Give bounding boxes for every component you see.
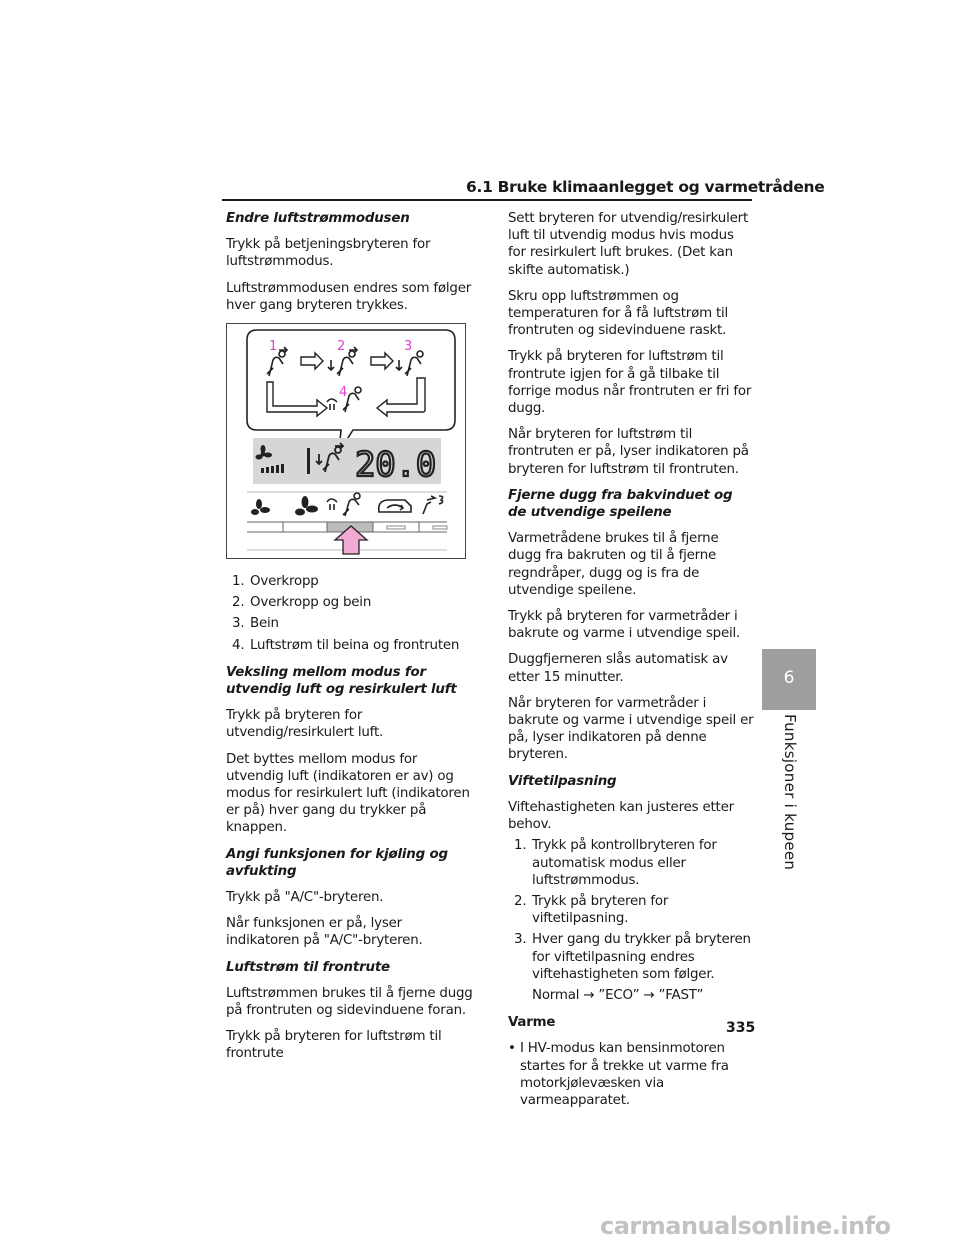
climate-panel-illustration	[227, 324, 467, 560]
paragraph: Trykk på betjeningsbryteren for luftstrømmodus.	[226, 237, 431, 270]
indicator-led	[433, 526, 447, 529]
mode-label-1: 1	[269, 339, 278, 355]
list-item: 3. Bein	[232, 616, 279, 632]
mode-label-2: 2	[337, 339, 346, 355]
temperature-readout: 20.0	[355, 445, 437, 486]
recirculation-icon	[379, 500, 411, 512]
indicator-led	[387, 526, 405, 529]
left-column	[226, 210, 476, 1072]
fan-speed-sequence: Normal → ”ECO” → ”FAST”	[532, 987, 704, 1003]
heading-ac: Angi funksjonen for kjøling og avfukting	[226, 846, 448, 879]
heading-heating: Varme	[508, 1015, 556, 1031]
list-item: 3. Hver gang du trykker på bryteren for viftetilpasning endres viftehastigheten som følger.	[514, 932, 751, 982]
chapter-number: 6	[783, 668, 795, 688]
paragraph: Sett bryteren for utvendig/resirkulert luft til utvendig modus hvis modus for resirkulert luft brukes. (Det kan skifte automatisk.)	[508, 211, 748, 278]
heading-airflow-mode: Endre luftstrømmodusen	[226, 211, 410, 226]
header-rule	[222, 199, 752, 201]
fan-up-icon	[295, 496, 318, 516]
paragraph: Trykk på "A/C"-bryteren.	[226, 890, 384, 906]
fan-down-icon	[251, 499, 270, 515]
heading-recirculation: Veksling mellom modus for utvendig luft og resirkulert luft	[226, 664, 457, 698]
chapter-label: Funksjoner i kupeen	[781, 714, 799, 871]
bullet-text: I HV-modus kan bensinmotoren startes for å trekke ut varme fra motorkjølevæsken via varmeapparatet.	[520, 1041, 729, 1108]
paragraph: Trykk på bryteren for luftstrøm til frontrute	[226, 1029, 442, 1062]
display-divider	[307, 448, 310, 474]
paragraph: Duggfjerneren slås automatisk av etter 15 minutter.	[508, 652, 728, 685]
paragraph: Skru opp luftstrømmen og temperaturen for å få luftstrøm til frontruten og sidevinduene raskt.	[508, 288, 729, 339]
heading-rear-defogger: Fjerne dugg fra bakvinduet og de utvendige speilene	[508, 487, 733, 521]
paragraph: Det byttes mellom modus for utvendig luft (indikatoren er av) og modus for resirkulert luft (indikatoren er på) hver gang du trykker på knappen.	[226, 751, 470, 836]
list-item: 4. Luftstrøm til beina og frontruten	[232, 637, 460, 653]
page-number: 335	[726, 1020, 756, 1036]
fan-steps-list	[508, 837, 754, 983]
mode-button-icon	[327, 493, 360, 516]
paragraph: Trykk på bryteren for luftstrøm til frontrute igjen for å gå tilbake til forrige modus når frontruten er fri for dugg.	[508, 349, 752, 417]
paragraph: Når bryteren for luftstrøm til frontruten er på, lyser indikatoren på bryteren for luftstrøm til frontruten.	[508, 427, 749, 477]
watermark: carmanualsonline.info	[600, 1212, 891, 1240]
right-column	[508, 210, 754, 1109]
mode-list	[226, 573, 476, 654]
list-item: 1. Overkropp	[232, 574, 319, 590]
paragraph: Viftehastigheten kan justeres etter behov.	[508, 799, 734, 833]
paragraph: Når funksjonen er på, lyser indikatoren på "A/C"-bryteren.	[226, 916, 423, 949]
bullet-item	[508, 1040, 754, 1109]
paragraph: Trykk på bryteren for varmetråder i bakrute og varme i utvendige speil.	[508, 609, 741, 642]
heading-fan-customize: Viftetilpasning	[508, 773, 617, 789]
section-header: 6.1 Bruke klimaanlegget og varmetrådene	[466, 178, 825, 196]
paragraph: Luftstrømmen brukes til å fjerne dugg på frontruten og sidevinduene foran.	[226, 985, 473, 1019]
paragraph: Når bryteren for varmetråder i bakrute og varme i utvendige speil er på, lyser indikatoren på denne bryteren.	[508, 695, 754, 763]
heading-windshield: Luftstrøm til frontrute	[226, 959, 390, 975]
bullet-mark: •	[508, 1041, 516, 1057]
paragraph: Luftstrømmodusen endres som følger hver gang bryteren trykkes.	[226, 280, 472, 313]
list-item: 1. Trykk på kontrollbryteren for automatisk modus eller luftstrømmodus.	[514, 838, 717, 888]
mode-label-3: 3	[404, 339, 413, 355]
mode-label-4: 4	[339, 385, 348, 401]
list-item: 2. Overkropp og bein	[232, 595, 372, 611]
paragraph: Varmetrådene brukes til å fjerne dugg fra bakruten og til å fjerne regndråper, dugg og is fra de utvendige speilene.	[508, 531, 719, 598]
defrost-partial-icon	[423, 496, 443, 514]
list-item: 2. Trykk på bryteren for viftetilpasning.	[514, 893, 669, 927]
paragraph: Trykk på bryteren for utvendig/resirkulert luft.	[226, 708, 384, 741]
climate-panel-figure	[226, 323, 466, 559]
